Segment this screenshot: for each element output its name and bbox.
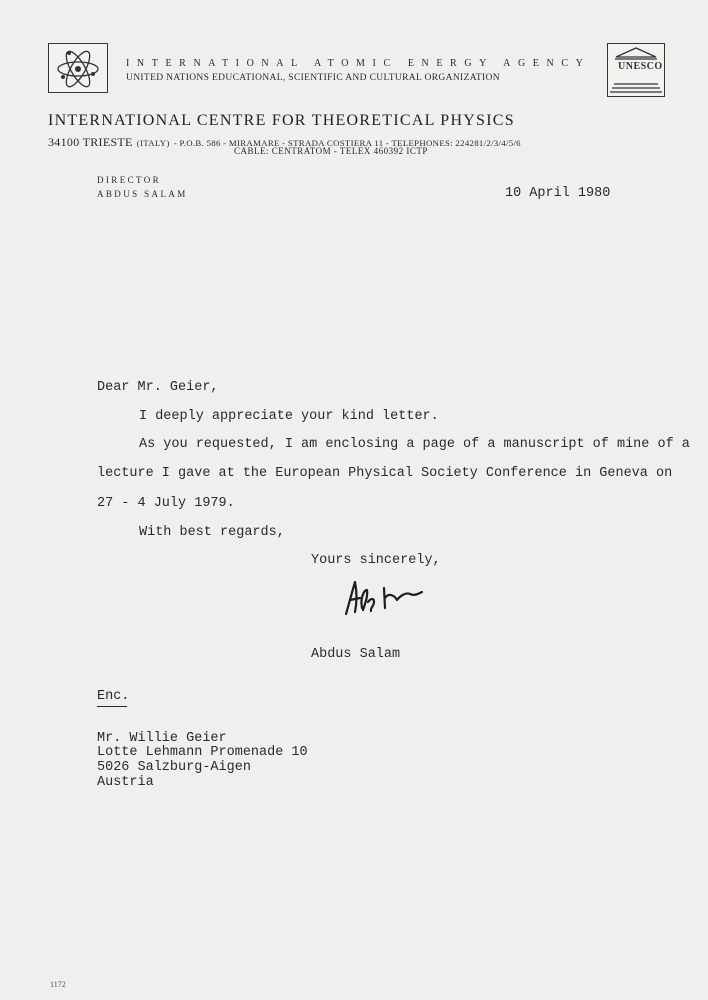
atom-icon <box>49 44 107 92</box>
unesco-name: UNITED NATIONS EDUCATIONAL, SCIENTIFIC AND CULTURAL ORGANIZATION <box>126 73 500 83</box>
paragraph-2-line-3: 27 - 4 July 1979. <box>97 496 235 511</box>
director-name: ABDUS SALAM <box>97 189 188 199</box>
unesco-temple-logo <box>607 43 665 97</box>
recipient-line-3: 5026 Salzburg-Aigen <box>97 760 251 775</box>
recipient-line-1: Mr. Willie Geier <box>97 731 227 746</box>
footer-code: 1172 <box>50 980 66 989</box>
centre-name: INTERNATIONAL CENTRE FOR THEORETICAL PHYSICS <box>48 112 515 129</box>
regards: With best regards, <box>139 525 285 540</box>
iaea-atom-logo <box>48 43 108 93</box>
paragraph-2-line-2: lecture I gave at the European Physical Society Conference in Geneva on <box>97 466 673 481</box>
typed-name: Abdus Salam <box>311 647 401 662</box>
enclosure-note: Enc. <box>97 689 130 704</box>
address-city: 34100 TRIESTE <box>48 135 133 149</box>
address-rest: - P.O.B. 586 - MIRAMARE - STRADA COSTIERA 11 - TELEPHONES: 224281/2/3/4/5/6 <box>173 138 521 148</box>
letter-date: 10 April 1980 <box>505 186 611 201</box>
paragraph-1: I deeply appreciate your kind letter. <box>139 409 439 424</box>
paragraph-2-line-1: As you requested, I am enclosing a page of a manuscript of mine of a <box>139 437 690 452</box>
salutation: Dear Mr. Geier, <box>97 380 219 395</box>
unesco-logo-text: UNESCO <box>618 61 663 72</box>
recipient-line-2: Lotte Lehmann Promenade 10 <box>97 745 308 760</box>
signature <box>340 578 430 618</box>
address-country: (ITALY) <box>136 138 170 148</box>
cable-line: CABLE: CENTRATOM - TELEX 460392 ICTP <box>234 146 428 156</box>
enclosure-underline <box>97 706 127 707</box>
director-title: DIRECTOR <box>97 175 162 185</box>
closing: Yours sincerely, <box>311 553 441 568</box>
iaea-name: INTERNATIONAL ATOMIC ENERGY AGENCY <box>126 58 591 69</box>
recipient-line-4: Austria <box>97 775 154 790</box>
